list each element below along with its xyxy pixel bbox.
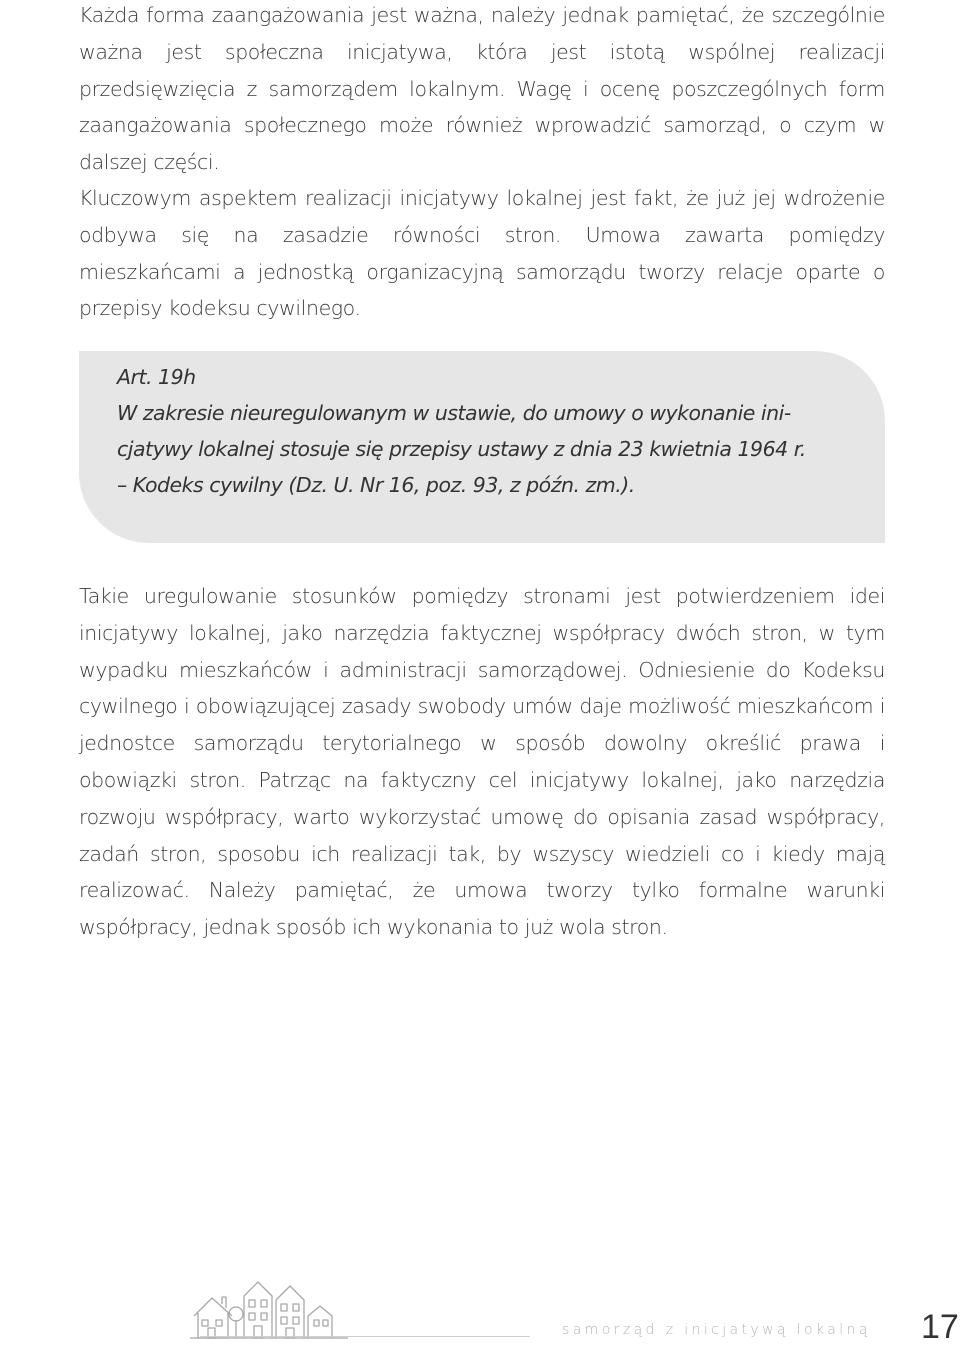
quote-line: cjatywy lokalnej stosuje się przepisy ustawy z dnia 23 kwietnia 1964 r.	[117, 437, 806, 461]
legal-quote-content	[117, 359, 847, 503]
body-paragraph-3: Takie uregulowanie stosunków pomiędzy stronami jest potwierdzeniem idei inicjatywy lokalnej, jako narzędzia faktycznej współpracy dwóch stron, w tym wypadku mieszkańców i administracji samorządowej. Odniesienie do Kodeksu cywilnego i obowiązującej zasady swobody umów daje możliwość mieszkańcom i jednostce samorządu terytorialnego w sposób dowolny określić prawa i obowiązki stron. Patrząc na faktyczny cel inicjatywy lokalnej, jako narzędzia rozwoju współpracy, warto wykorzystać umowę do opisania zasad współpracy, zadań stron, sposobu ich realizacji tak, by wszyscy wiedzieli co i kiedy mają realizować. Należy pamiętać, że umowa tworzy tylko formalne warunki współpracy, jednak sposób ich wykonania to już wola stron.	[79, 584, 885, 940]
body-paragraph-2: Kluczowym aspektem realizacji inicjatywy lokalnej jest fakt, że już jej wdrożenie odbywa się na zasadzie równości stron. Umowa zawarta pomiędzy mieszkańcami a jednostką organizacyjną samorządu tworzy relacje oparte o przepisy kodeksu cywilnego.	[79, 186, 885, 321]
legal-quote-box	[79, 351, 885, 543]
houses-sketch-icon	[188, 1276, 350, 1342]
quote-heading: Art. 19h	[117, 365, 196, 389]
page-number: 17	[921, 1308, 959, 1346]
quote-line: W zakresie nieuregulowanym w ustawie, do umowy o wykonanie ini-	[117, 401, 791, 425]
footer-tagline: samorząd z inicjatywą lokalną	[562, 1322, 871, 1338]
footer-rule	[200, 1336, 530, 1337]
quote-line: – Kodeks cywilny (Dz. U. Nr 16, poz. 93, z późn. zm.).	[117, 473, 635, 497]
body-paragraph-1: Każda forma zaangażowania jest ważna, należy jednak pamiętać, że szczególnie ważna jest społeczna inicjatywa, która jest istotą wspólnej realizacji przedsięwzięcia z samorządem lokalnym. Wagę i ocenę poszczególnych form zaangażowania społecznego może również wprowadzić samorząd, o czym w dalszej części.	[79, 3, 885, 175]
